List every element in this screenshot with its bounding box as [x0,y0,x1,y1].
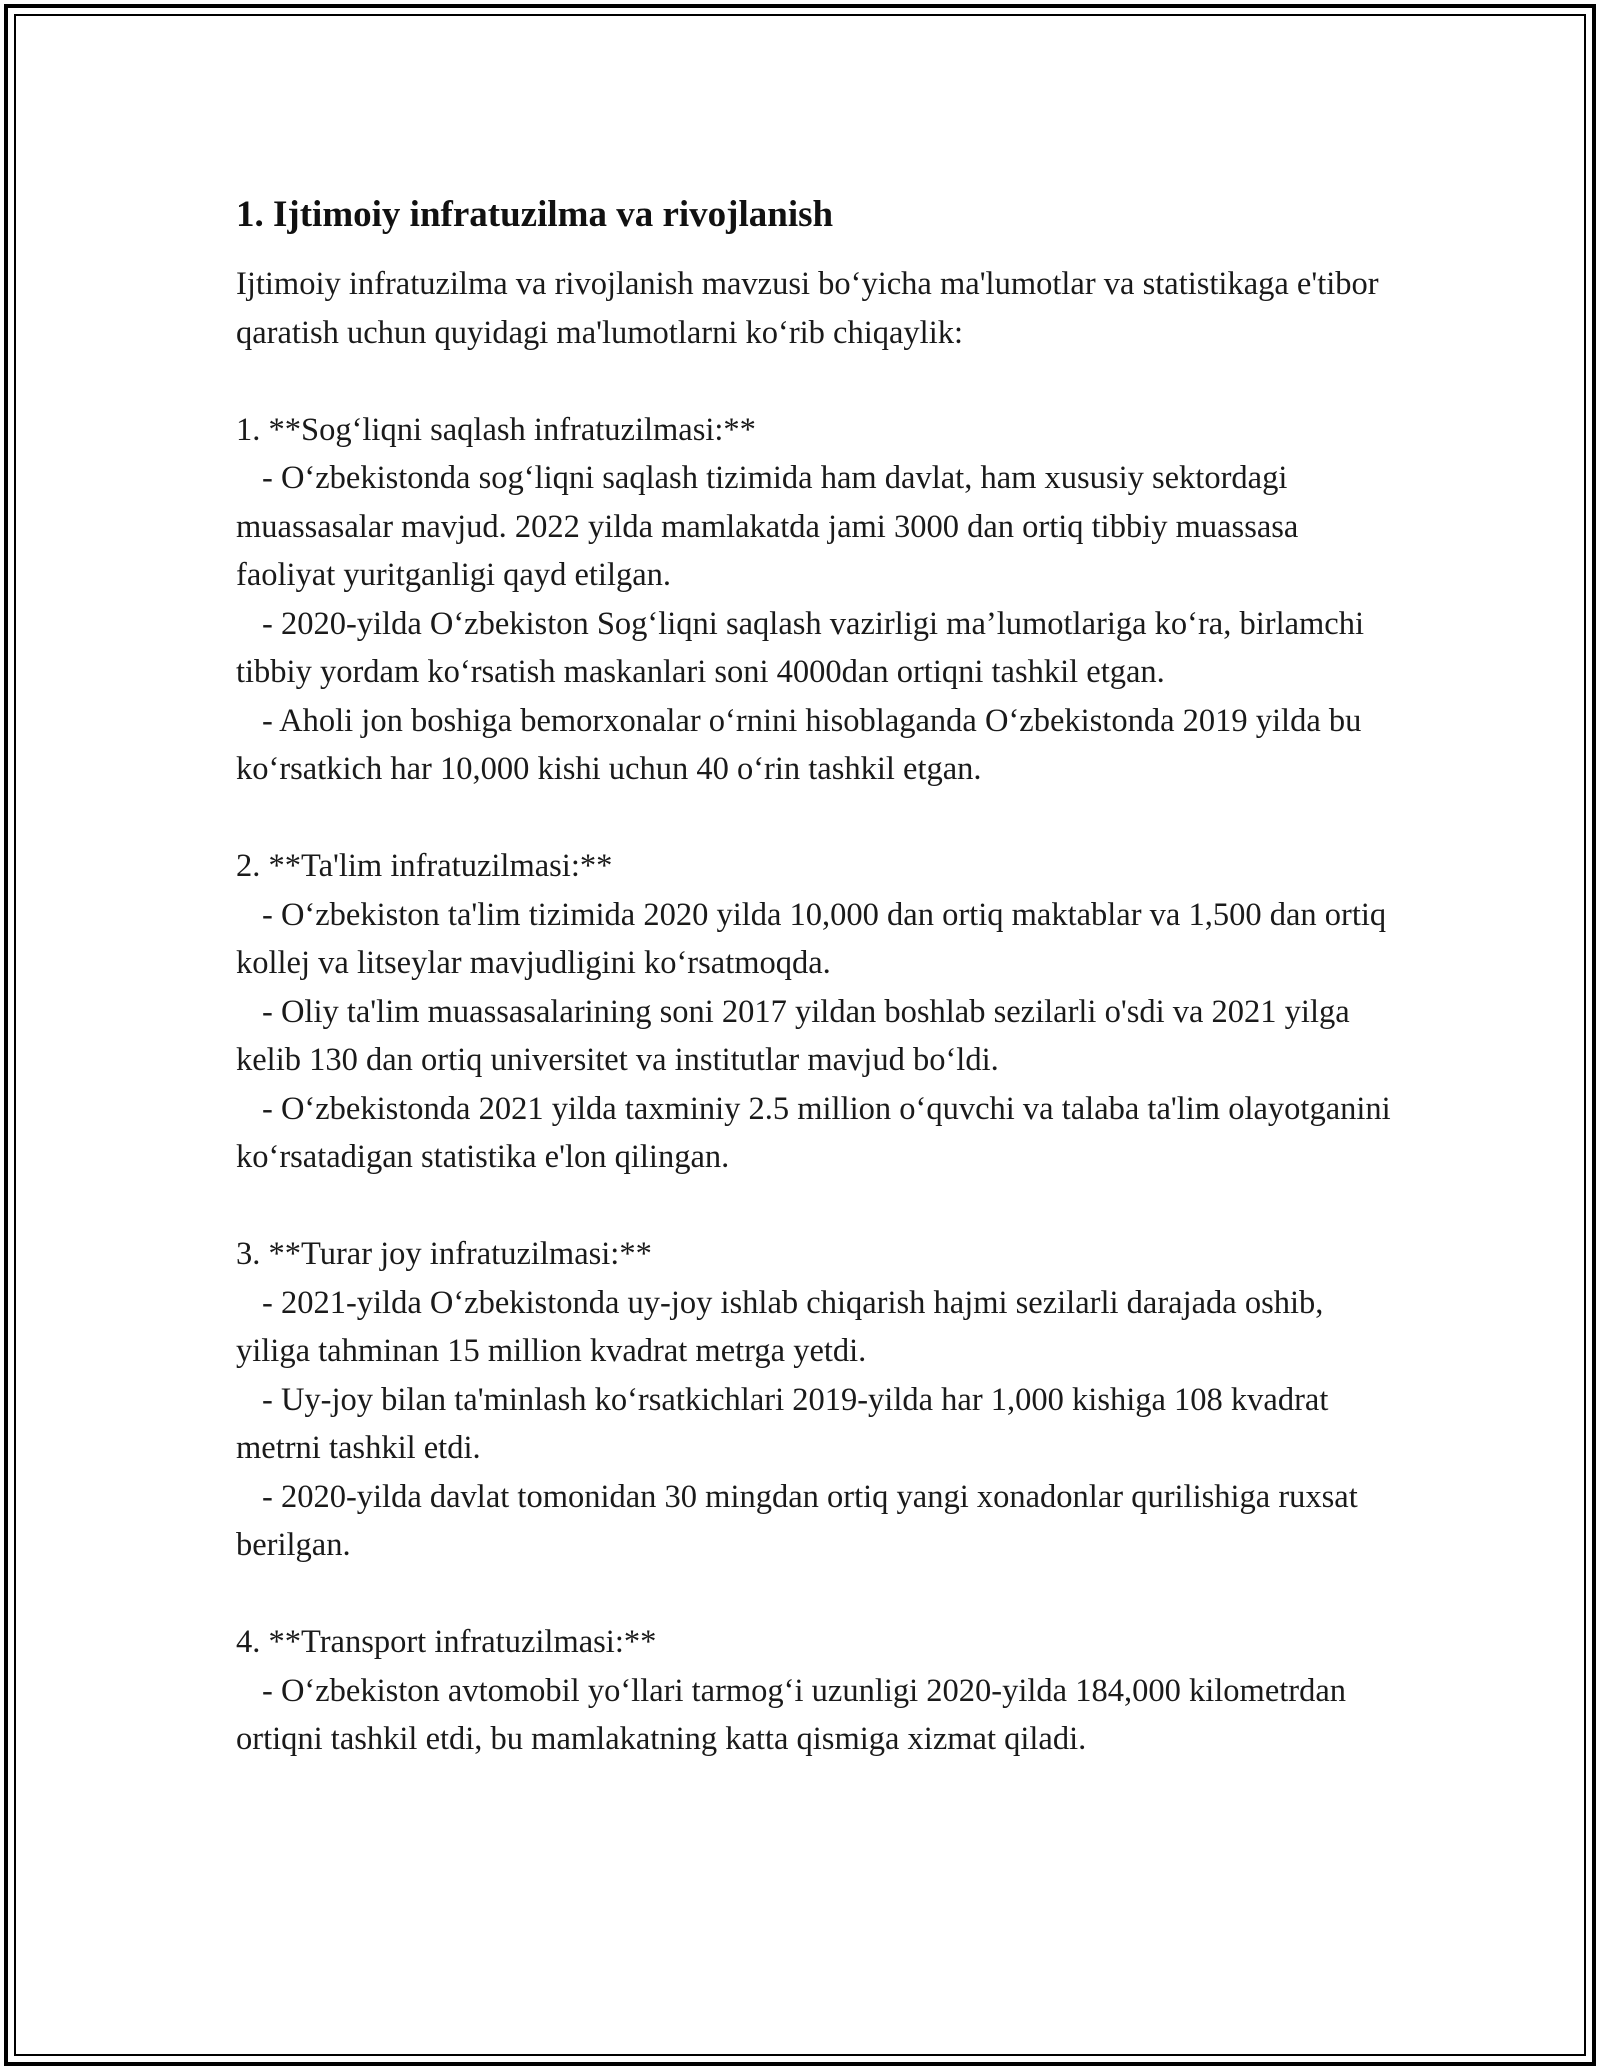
list-item: - O‘zbekiston avtomobil yo‘llari tarmog‘i uzunligi 2020-yilda 184,000 kilometrdan ortiqni tashkil etdi, bu mamlakatning katta qismiga xizmat qiladi. [236,1672,1355,1757]
list-item: - Uy-joy bilan ta'minlash ko‘rsatkichlari 2019-yilda har 1,000 kishiga 108 kvadrat metrni tashkil etdi. [236,1381,1337,1466]
section-heading: 4. **Transport infratuzilmasi:** [236,1624,657,1660]
list-item: - 2020-yilda O‘zbekiston Sog‘liqni saqlash vazirligi ma’lumotlariga ko‘ra, birlamchi tibbiy yordam ko‘rsatish maskanlari soni 4000dan ortiqni tashkil etgan. [236,605,1373,690]
document-body [236,188,1399,1764]
document-title: 1. Ijtimoiy infratuzilma va rivojlanish [236,194,834,235]
list-item: - 2021-yilda O‘zbekistonda uy-joy ishlab chiqarish hajmi sezilarli darajada oshib, yiliga tahminan 15 million kvadrat metrga yetdi. [236,1284,1332,1369]
list-item: - O‘zbekistonda 2021 yilda taxminiy 2.5 million o‘quvchi va talaba ta'lim olayotganini ko‘rsatadigan statistika e'lon qilingan. [236,1090,1399,1175]
section-healthcare [236,406,1396,794]
list-item: - Oliy ta'lim muassasalarining soni 2017 yildan boshlab sezilarli o'sdi va 2021 yilga kelib 130 dan ortiq universitet va institutlar mavjud bo‘ldi. [236,993,1358,1078]
section-heading: 3. **Turar joy infratuzilmasi:** [236,1236,652,1272]
list-item: - 2020-yilda davlat tomonidan 30 mingdan ortiq yangi xonadonlar qurilishiga ruxsat berilgan. [236,1478,1366,1563]
section-heading: 2. **Ta'lim infratuzilmasi:** [236,848,613,884]
section-housing [236,1230,1396,1570]
section-education [236,842,1399,1182]
intro-paragraph: Ijtimoiy infratuzilma va rivojlanish mavzusi bo‘yicha ma'lumotlar va statistikaga e'tibor qaratish uchun quyidagi ma'lumotlarni ko‘rib chiqaylik: [236,266,1387,351]
list-item: - O‘zbekiston ta'lim tizimida 2020 yilda 10,000 dan ortiq maktablar va 1,500 dan ortiq kollej va litseylar mavjudligini ko‘rsatmoqda. [236,896,1395,981]
section-heading: 1. **Sog‘liqni saqlash infratuzilmasi:** [236,411,756,448]
list-item: - Aholi jon boshiga bemorxonalar o‘rnini hisoblaganda O‘zbekistonda 2019 yilda bu ko‘rsatkich har 10,000 kishi uchun 40 o‘rin tashkil etgan. [236,702,1370,787]
section-transport [236,1618,1396,1764]
list-item: - O‘zbekistonda sog‘liqni saqlash tizimida ham davlat, ham xususiy sektordagi muassasalar mavjud. 2022 yilda mamlakatda jami 3000 dan ortiq tibbiy muassasa faoliyat yuritganligi qayd etilgan. [236,460,1307,593]
